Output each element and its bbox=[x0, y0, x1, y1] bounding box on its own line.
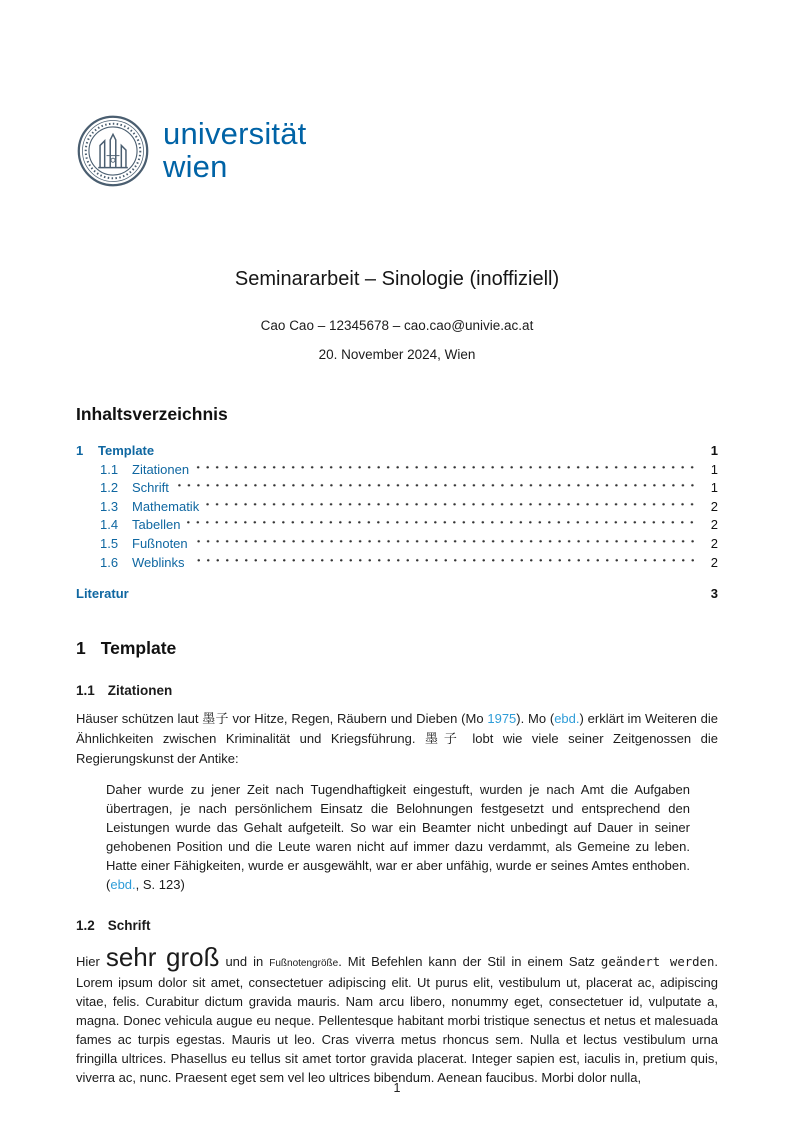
toc-entry-page: 2 bbox=[710, 517, 718, 533]
toc-entry-page: 3 bbox=[710, 586, 718, 602]
toc-entry-label: Zitationen bbox=[132, 461, 190, 477]
toc-leader bbox=[194, 535, 697, 554]
toc-entry-number: 1.4 bbox=[100, 517, 119, 533]
toc-entry-page: 2 bbox=[710, 535, 718, 551]
toc-entry-number: 1.6 bbox=[100, 554, 119, 570]
section-number: 1 bbox=[76, 637, 86, 658]
toc-entry-tabellen[interactable] bbox=[76, 516, 718, 535]
date-line: 20. November 2024, Wien bbox=[318, 347, 476, 362]
toc-entry-literatur[interactable] bbox=[76, 585, 718, 604]
subsection-title: Schrift bbox=[107, 917, 151, 933]
toc-entry-label: Fußnoten bbox=[132, 535, 188, 551]
citation-link-ebd[interactable]: ebd. bbox=[110, 876, 136, 892]
text-run: Häuser schützen laut bbox=[76, 710, 203, 726]
toc-entry-template[interactable] bbox=[76, 442, 718, 461]
toc-entry-mathematik[interactable] bbox=[76, 498, 718, 517]
toc-leader bbox=[160, 442, 697, 461]
toc-leader bbox=[195, 461, 697, 480]
toc-leader bbox=[135, 585, 697, 604]
author-line: Cao Cao – 12345678 – cao.cao@univie.ac.at bbox=[260, 318, 534, 333]
chinese-term: 墨子 bbox=[202, 711, 229, 727]
subsection-heading-zitationen bbox=[76, 683, 718, 698]
section-title: Template bbox=[100, 637, 177, 658]
toc-entry-page: 2 bbox=[710, 554, 718, 570]
toc-entry-page: 1 bbox=[710, 461, 718, 477]
toc-leader bbox=[175, 479, 697, 498]
citation-link-year[interactable]: 1975 bbox=[487, 710, 517, 726]
schrift-paragraph bbox=[76, 941, 718, 1087]
quote-text: Daher wurde zu jener Zeit nach Tugendhaftigkeit eingestuft, wurden je nach Amt die Aufgaben übertragen, je nach persönlichem Einsatz die Belohnungen festgesetzt und entsprechend den Leistungen wurde das Gehalt aufgeteilt. So war ein Beamter nicht unbedingt auf Dauer in seiner gehobenen Position und die Leute waren nicht auf immer dazu verdammt, als Gemeine zu leben. Hatte einer Fähigkeiten, wurde er ausgewählt, war er aber unfähig, wurde er seines Amtes enthoben. ( bbox=[106, 781, 690, 892]
toc-entry-schrift[interactable] bbox=[76, 479, 718, 498]
university-wordmark bbox=[163, 118, 307, 184]
subsection-heading-schrift bbox=[76, 918, 718, 933]
subsection-title: Zitationen bbox=[107, 682, 173, 698]
text-run: vor Hitze, Regen, Räubern und Dieben (Mo bbox=[228, 710, 488, 726]
section-heading-template bbox=[76, 638, 718, 659]
university-logo bbox=[76, 114, 718, 188]
wordmark-line-1: universität bbox=[163, 116, 307, 152]
toc-entry-page: 2 bbox=[710, 498, 718, 514]
citation-link-ebd[interactable]: ebd. bbox=[554, 710, 580, 726]
toc-entry-label: Schrift bbox=[132, 480, 169, 496]
toc-entry-fussnoten[interactable] bbox=[76, 535, 718, 554]
huge-text-sample: sehr groß bbox=[105, 941, 220, 972]
subsection-number: 1.1 bbox=[76, 682, 95, 698]
toc-entry-label: Mathematik bbox=[132, 498, 200, 514]
text-run: . Lorem ipsum dolor sit amet, consectetuer adipiscing elit. Ut purus elit, vestibulum ut, placerat ac, adipiscing vitae, felis. Curabitur dictum gravida mauris. Nam arcu libero, nonummy eget, consectetuer id, vulputate a, magna. Donec vehicula augue eu neque. Pellentesque habitant morbi tristique senectus et netus et malesuada fames ac turpis egestas. Mauris ut leo. Cras viverra metus rhoncus sem. Nulla et lectus vestibulum urna fringilla ultrices. Phasellus eu tellus sit amet tortor gravida placerat. Integer sapien est, iaculis in, pretium quis, viverra ac, nunc. Praesent eget sem vel leo ultrices bibendum. Aenean faucibus. Morbi dolor nulla, bbox=[76, 953, 718, 1085]
toc-entry-zitationen[interactable] bbox=[76, 461, 718, 480]
toc-leader bbox=[205, 498, 697, 517]
text-run: Hier bbox=[76, 953, 106, 969]
toc-entry-label: Weblinks bbox=[132, 554, 185, 570]
toc-entry-number: 1.1 bbox=[100, 461, 119, 477]
toc-leader bbox=[186, 516, 697, 535]
footnote-size-sample: Fußnotengröße bbox=[269, 957, 339, 969]
toc-entry-label: Literatur bbox=[76, 586, 129, 602]
toc-entry-page: 1 bbox=[710, 443, 718, 458]
toc-heading: Inhaltsverzeichnis bbox=[76, 404, 228, 424]
toc-entry-number: 1 bbox=[76, 443, 84, 458]
toc-leader bbox=[191, 554, 697, 573]
toc-entry-weblinks[interactable] bbox=[76, 554, 718, 573]
toc-entry-page: 1 bbox=[710, 480, 718, 496]
chinese-term: 墨子 bbox=[424, 731, 463, 747]
text-run: und in bbox=[219, 953, 270, 969]
table-of-contents bbox=[76, 442, 718, 604]
text-run: lobt wie viele seiner Zeitgenossen die Regierungskunst der Antike: bbox=[76, 730, 718, 766]
page-number: 1 bbox=[393, 1081, 401, 1095]
block-quote bbox=[106, 780, 690, 894]
text-run: . Mit Befehlen kann der Stil in einem Satz bbox=[338, 953, 601, 969]
quote-tail: , S. 123) bbox=[135, 876, 185, 892]
toc-entry-number: 1.5 bbox=[100, 535, 119, 551]
toc-entry-label: Template bbox=[98, 443, 155, 458]
wordmark-line-2: wien bbox=[163, 149, 228, 184]
subsection-number: 1.2 bbox=[76, 917, 95, 933]
document-title: Seminararbeit – Sinologie (inoffiziell) bbox=[234, 268, 560, 290]
toc-entry-number: 1.2 bbox=[100, 480, 119, 496]
text-run: ) erklärt im Weiteren die Ähnlichkeiten zwischen Kriminalität und Kriegsführung. bbox=[76, 710, 718, 746]
zitationen-paragraph bbox=[76, 709, 718, 768]
monospace-sample: geändert werden bbox=[600, 954, 715, 969]
university-seal-icon bbox=[76, 114, 150, 188]
text-run: ). Mo ( bbox=[516, 710, 555, 726]
toc-entry-label: Tabellen bbox=[132, 517, 181, 533]
toc-entry-number: 1.3 bbox=[100, 498, 119, 514]
